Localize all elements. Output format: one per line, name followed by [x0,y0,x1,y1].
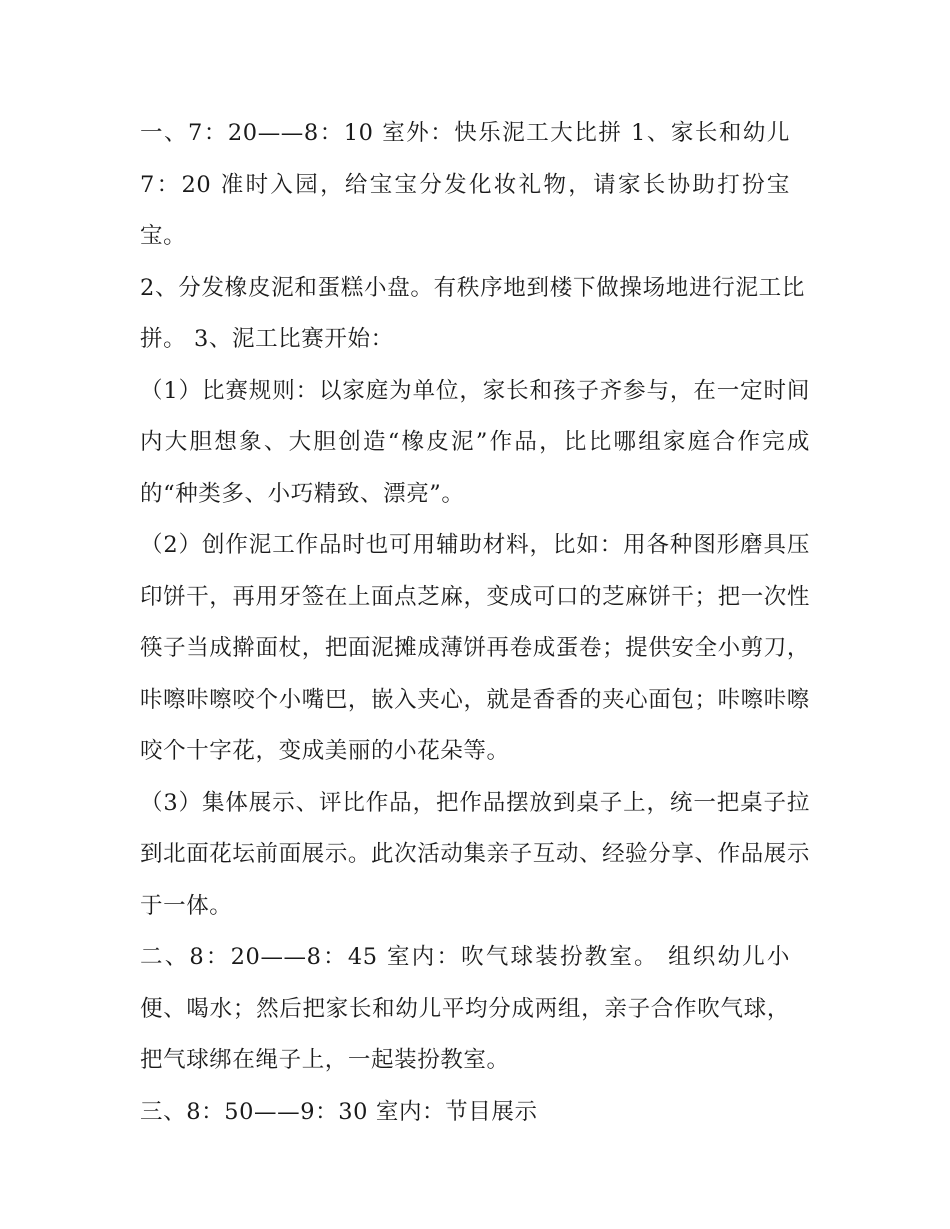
paragraph-exhibition: （3）集体展示、评比作品，把作品摆放到桌子上，统一把桌子拉到北面花坛前面展示。此次活动集亲子互动、经验分享、作品展示于一体。 [140,789,810,919]
paragraph-schedule-indoor-balloons: 二、8：20——8：45 室内：吹气球装扮教室。 组织幼儿小便、喝水；然后把家长和幼儿平均分成两组，亲子合作吹气球，把气球绑在绳子上，一起装扮教室。 [140,944,790,1073]
paragraph-schedule-outdoor: 一、7：20——8：10 室外：快乐泥工大比拼 1、家长和幼儿 7：20 准时入园，给宝宝分发化妆礼物，请家长协助打扮宝宝。 [140,120,790,249]
paragraph-auxiliary-materials: （2）创作泥工作品时也可用辅助材料，比如：用各种图形磨具压印饼干，再用牙签在上面点芝麻，变成可口的芝麻饼干；把一次性筷子当成擀面杖，把面泥摊成薄饼再卷成蛋卷；提供安全小剪刀，咔嚓咔嚓咬个小嘴巴，嵌入夹心，就是香香的夹心面包；咔嚓咔嚓咬个十字花，变成美丽的小花朵等。 [140,532,810,764]
paragraph-schedule-performance: 三、8：50——9：30 室内：节目展示 [140,1098,538,1125]
document-body [140,108,830,1138]
paragraph-clay-distribution: 2、分发橡皮泥和蛋糕小盘。有秩序地到楼下做操场地进行泥工比拼。 3、泥工比赛开始： [140,274,805,352]
paragraph-competition-rules: （1）比赛规则：以家庭为单位，家长和孩子齐参与，在一定时间内大胆想象、大胆创造“橡皮泥”作品，比比哪组家庭合作完成的“种类多、小巧精致、漂亮”。 [140,377,810,507]
